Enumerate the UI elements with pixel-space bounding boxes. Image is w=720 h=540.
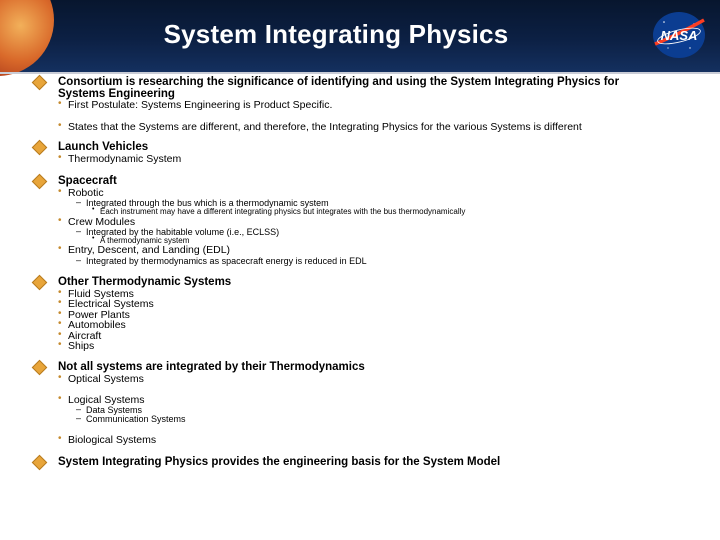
sub-crew-modules: • Crew Modules xyxy=(68,216,135,228)
sub-automobiles: • Automobiles xyxy=(68,319,126,331)
bullet-diamond-icon xyxy=(32,140,48,156)
sub-electrical-systems: • Electrical Systems xyxy=(68,298,154,310)
detail-edl: – Integrated by thermodynamics as spacecraft energy is reduced in EDL xyxy=(86,256,367,266)
detail-crew-habitable: – Integrated by the habitable volume (i.e., ECLSS) xyxy=(86,227,279,237)
bullet-other-systems: Other Thermodynamic Systems xyxy=(58,276,232,288)
sub-biological-systems: • Biological Systems xyxy=(68,434,156,446)
bullet-diamond-icon xyxy=(32,455,48,471)
sub-optical-systems: • Optical Systems xyxy=(68,373,144,385)
sub-edl: • Entry, Descent, and Landing (EDL) xyxy=(68,244,230,256)
detail-crew-thermo: • A thermodynamic system xyxy=(100,236,189,245)
nasa-logo-icon xyxy=(650,10,708,60)
sub-logical-systems: • Logical Systems xyxy=(68,394,144,406)
slide-title: System Integrating Physics xyxy=(163,19,509,49)
slide-header xyxy=(0,0,720,72)
bullet-diamond-icon xyxy=(32,275,48,291)
bullet-consortium-line1: Consortium is researching the significance of identifying and using the System Integrating Physics for xyxy=(58,76,620,88)
detail-data-systems: – Data Systems xyxy=(86,405,142,415)
sub-fluid-systems: • Fluid Systems xyxy=(68,288,134,300)
bullet-launch-vehicles: Launch Vehicles xyxy=(58,141,149,153)
sub-systems-different: • States that the Systems are different, and therefore, the Integrating Physics for the various Systems is different xyxy=(68,121,582,133)
bullet-diamond-icon xyxy=(32,360,48,376)
sub-first-postulate: • First Postulate: Systems Engineering is Product Specific. xyxy=(68,99,332,111)
bullet-engineering-basis: System Integrating Physics provides the engineering basis for the System Model xyxy=(58,456,501,468)
bullet-spacecraft: Spacecraft xyxy=(58,175,117,187)
detail-robotic-bus: – Integrated through the bus which is a thermodynamic system xyxy=(86,198,329,208)
detail-communication-systems: – Communication Systems xyxy=(86,414,186,424)
sub-ships: • Ships xyxy=(68,340,94,352)
header-divider xyxy=(0,72,720,74)
detail-robotic-instrument: • Each instrument may have a different integrating physics but integrates with the bus thermodynamically xyxy=(100,207,465,216)
sub-aircraft: • Aircraft xyxy=(68,330,101,342)
bullet-diamond-icon xyxy=(32,174,48,190)
sub-robotic: • Robotic xyxy=(68,187,104,199)
nasa-logo-text: NASA xyxy=(660,28,698,43)
bullet-consortium-line2: Systems Engineering xyxy=(58,88,175,100)
bullet-diamond-icon xyxy=(32,75,48,91)
bullet-not-all-systems: Not all systems are integrated by their Thermodynamics xyxy=(58,361,365,373)
sub-thermodynamic-system: • Thermodynamic System xyxy=(68,153,181,165)
sub-power-plants: • Power Plants xyxy=(68,309,130,321)
